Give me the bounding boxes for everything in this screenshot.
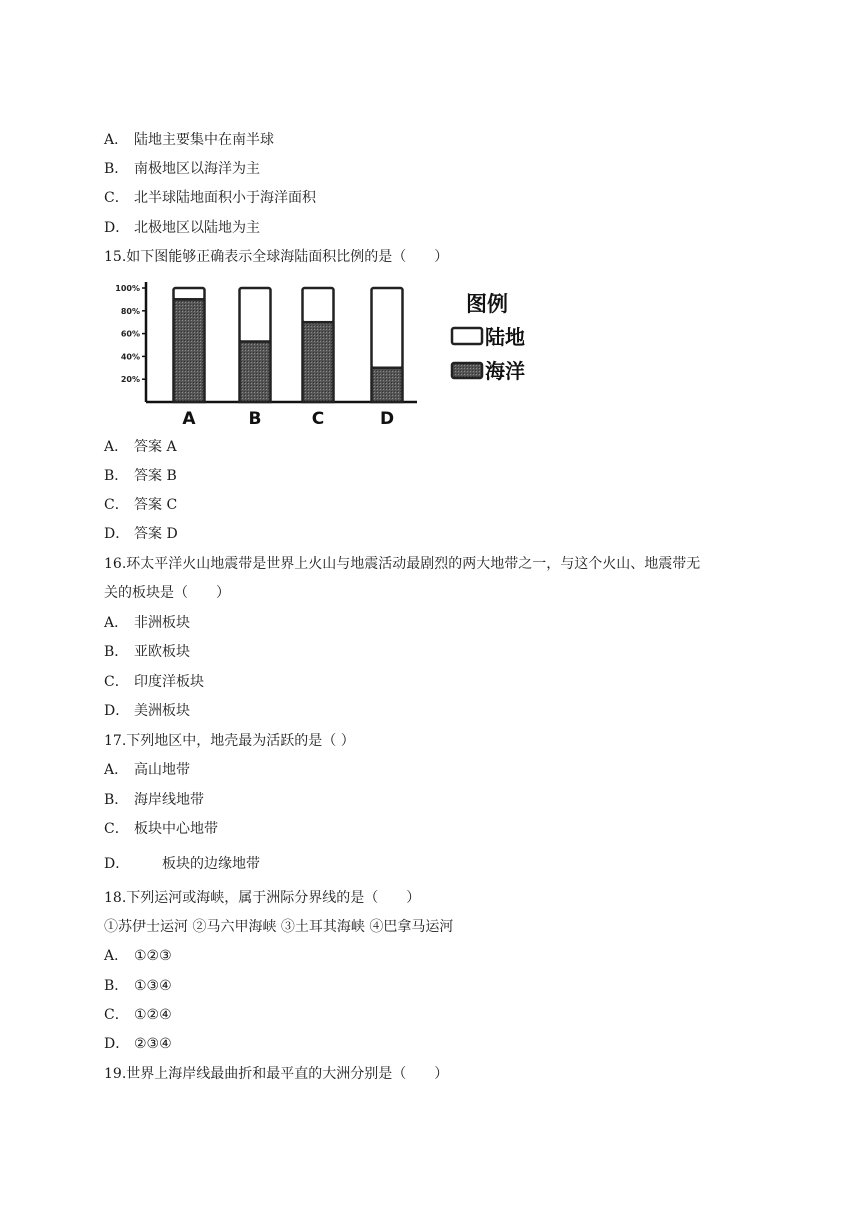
y-tick-label: 40%	[120, 352, 140, 362]
q17-option-a[interactable]	[104, 760, 190, 780]
category-label-A: A	[182, 409, 196, 428]
q18-option-d[interactable]	[104, 1034, 172, 1054]
chart-svg	[104, 278, 544, 428]
option-text: ①②③	[134, 948, 172, 964]
q14-option-a[interactable]	[104, 130, 274, 150]
q14-option-d[interactable]	[104, 218, 260, 238]
option-letter: B．	[104, 644, 129, 660]
q14-option-c[interactable]	[104, 188, 316, 208]
bar-land-B	[240, 288, 271, 342]
option-text: 北半球陆地面积小于海洋面积	[134, 190, 316, 206]
bar-land-C	[303, 288, 334, 322]
option-text: 南极地区以海洋为主	[134, 161, 260, 177]
q16-stem-line1: 16.环太平洋火山地震带是世界上火山与地震活动最剧烈的两大地带之一，与这个火山、地震带无	[104, 556, 701, 572]
legend-swatch-land	[452, 328, 482, 344]
q14-option-b[interactable]	[104, 159, 260, 179]
bar-sea-C	[303, 322, 334, 402]
option-letter: B．	[104, 792, 129, 808]
option-letter: A．	[104, 948, 129, 964]
q16-option-a[interactable]	[104, 613, 190, 633]
legend-swatch-sea	[452, 363, 482, 378]
option-text: 答案 B	[134, 468, 177, 484]
option-letter: C．	[104, 674, 129, 690]
option-text: 海岸线地带	[134, 792, 204, 808]
y-tick-label: 100%	[115, 284, 140, 293]
option-text: 印度洋板块	[134, 674, 204, 690]
option-text: ①②④	[134, 1007, 172, 1023]
option-letter: C．	[104, 821, 129, 837]
q19-stem: 19.世界上海岸线最曲折和最平直的大洲分别是（ ）	[104, 1066, 449, 1082]
q16-option-b[interactable]	[104, 642, 190, 662]
option-text: 高山地带	[134, 762, 190, 778]
option-text: 美洲板块	[134, 703, 190, 719]
chart-legend	[452, 292, 525, 383]
q15-option-a[interactable]	[104, 437, 177, 457]
q17-option-c[interactable]	[104, 819, 218, 839]
legend-label-land: 陆地	[485, 325, 525, 349]
option-letter: D．	[104, 856, 130, 872]
q16-option-c[interactable]	[104, 672, 204, 692]
option-text: 板块的边缘地带	[162, 856, 260, 872]
bar-sea-A	[174, 299, 205, 402]
legend-label-sea: 海洋	[485, 359, 525, 383]
q15-stem: 15.如下图能够正确表示全球海陆面积比例的是（ ）	[104, 249, 449, 265]
option-letter: D．	[104, 526, 130, 542]
y-tick-label: 20%	[120, 375, 140, 385]
bar-land-A	[174, 288, 205, 299]
category-label-C: C	[311, 409, 325, 428]
y-tick-label: 60%	[120, 329, 140, 339]
option-text: 答案 A	[134, 439, 177, 455]
option-letter: B．	[104, 978, 129, 994]
q17-option-d[interactable]	[104, 854, 260, 874]
q17-stem: 17.下列地区中，地壳最为活跃的是（ ）	[104, 733, 355, 749]
option-letter: C．	[104, 497, 129, 513]
y-tick-label: 80%	[120, 306, 140, 316]
option-text: 板块中心地带	[134, 821, 218, 837]
option-text: 答案 C	[134, 497, 178, 513]
q18-option-a[interactable]	[104, 946, 172, 966]
q17-option-b[interactable]	[104, 790, 204, 810]
option-text: ②③④	[134, 1036, 172, 1052]
option-text: 陆地主要集中在南半球	[134, 132, 274, 148]
option-letter: C．	[104, 190, 129, 206]
option-letter: B．	[104, 161, 129, 177]
q15-option-c[interactable]	[104, 495, 177, 515]
option-letter: D．	[104, 1036, 130, 1052]
option-text: 非洲板块	[134, 615, 190, 631]
option-letter: B．	[104, 468, 129, 484]
option-letter: A．	[104, 615, 129, 631]
bar-sea-D	[372, 368, 403, 402]
option-letter: A．	[104, 132, 129, 148]
bar-land-D	[372, 288, 403, 368]
option-letter: A．	[104, 762, 129, 778]
category-label-D: D	[379, 409, 395, 428]
q18-option-c[interactable]	[104, 1005, 172, 1025]
option-text: 答案 D	[134, 526, 178, 542]
legend-title: 图例	[466, 292, 508, 316]
q18-stem: 18.下列运河或海峡，属于洲际分界线的是（ ）	[104, 890, 421, 906]
q16-stem-line2: 关的板块是（ ）	[104, 585, 230, 601]
option-text: ①③④	[134, 978, 172, 994]
q16-option-d[interactable]	[104, 701, 190, 721]
q15-option-b[interactable]	[104, 466, 177, 486]
q18-items: ①苏伊士运河 ②马六甲海峡 ③土耳其海峡 ④巴拿马运河	[104, 919, 454, 935]
bar-sea-B	[240, 342, 271, 402]
option-text: 亚欧板块	[134, 644, 190, 660]
option-letter: A．	[104, 439, 129, 455]
option-letter: C．	[104, 1007, 129, 1023]
option-text: 北极地区以陆地为主	[134, 220, 260, 236]
q15-option-d[interactable]	[104, 524, 178, 544]
option-letter: D．	[104, 220, 130, 236]
sea-land-ratio-chart	[104, 278, 544, 428]
q18-option-b[interactable]	[104, 976, 172, 996]
category-label-B: B	[248, 409, 262, 428]
chart-bars	[174, 288, 403, 428]
option-letter: D．	[104, 703, 130, 719]
